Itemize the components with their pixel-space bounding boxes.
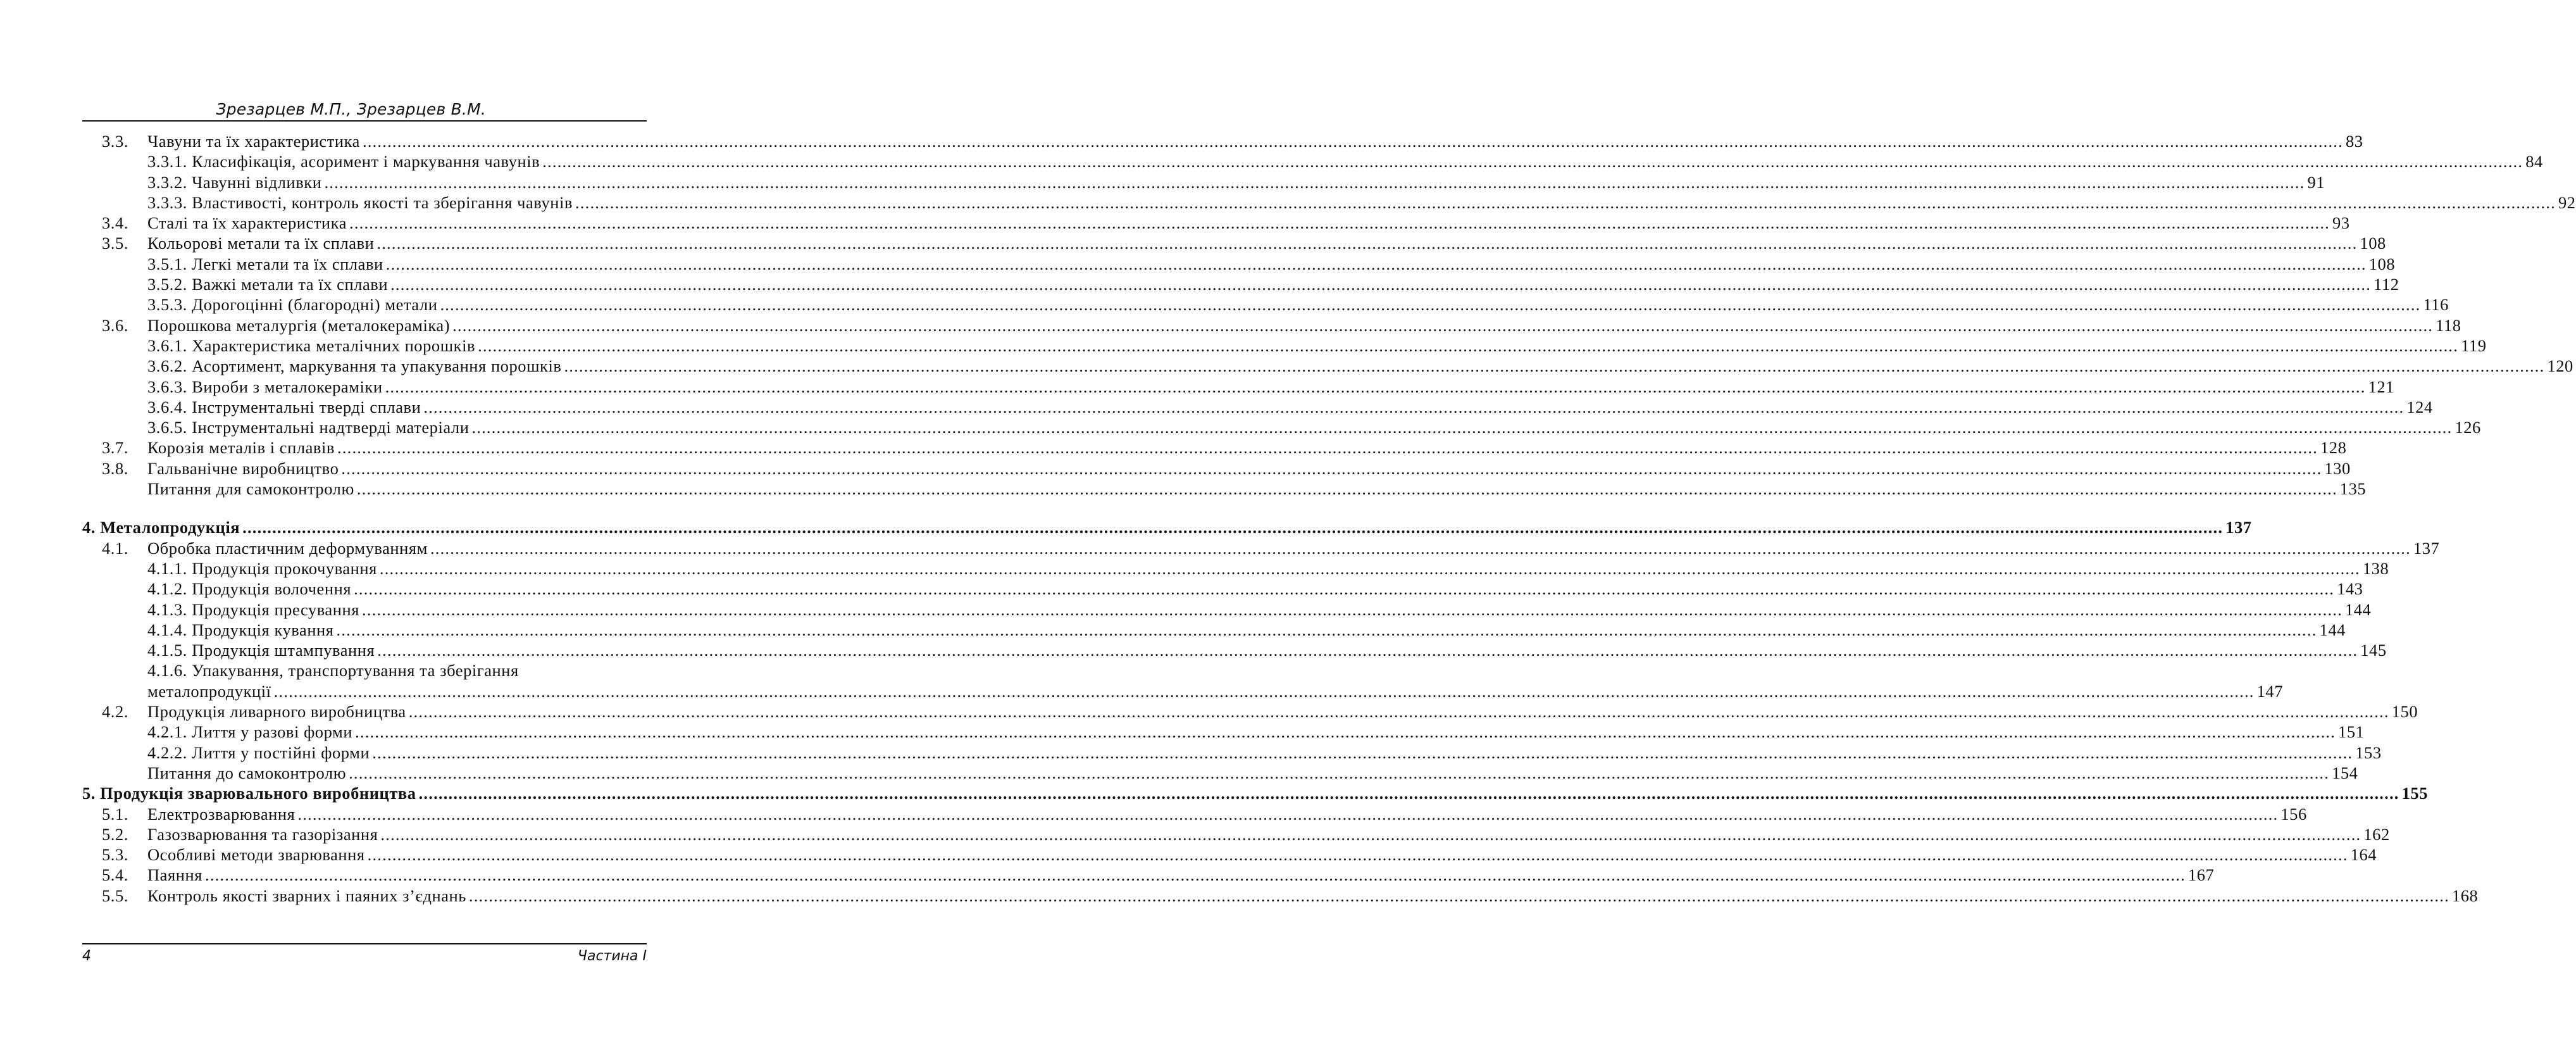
toc-entry-page: 144 <box>2319 620 2346 639</box>
toc-entry[interactable] <box>82 681 2283 701</box>
toc-entry-number: 5.3. <box>102 845 128 865</box>
toc-entry[interactable] <box>82 640 2387 660</box>
toc-dot-leader: ................................................................................................................................................................................................................................................................................................................................................................................................................ <box>372 743 2353 762</box>
page-footer <box>82 943 647 970</box>
toc-entry-number: 4.2. <box>102 702 128 722</box>
toc-entry-page: 91 <box>2307 172 2325 192</box>
toc-entry-title: Кольорові метали та їх сплави <box>147 234 375 253</box>
toc-dot-leader: ................................................................................................................................................................................................................................................................................................................................................................................................................ <box>354 579 2335 599</box>
toc-entry-title: Газозварювання та газорізання <box>147 824 378 844</box>
toc-entry[interactable] <box>82 538 2440 558</box>
toc-entry[interactable] <box>82 824 2390 844</box>
toc-dot-leader: ................................................................................................................................................................................................................................................................................................................................................................................................................ <box>349 213 2330 233</box>
toc-dot-leader: ................................................................................................................................................................................................................................................................................................................................................................................................................ <box>440 295 2421 315</box>
toc-entry-title: 4.1.6. Упакування, транспортування та зберігання <box>147 661 519 680</box>
toc-entry[interactable] <box>82 172 2325 192</box>
toc-entry-page: 144 <box>2344 599 2372 619</box>
toc-entry-page: 138 <box>2362 558 2389 578</box>
toc-entry-title: Електрозварювання <box>147 804 296 824</box>
toc-dot-leader: ................................................................................................................................................................................................................................................................................................................................................................................................................ <box>356 479 2337 499</box>
page-number: 4 <box>82 948 91 964</box>
toc-entry-page: 168 <box>2451 886 2479 905</box>
toc-entry[interactable] <box>82 437 2347 458</box>
toc-entry[interactable] <box>82 417 2481 437</box>
toc-entry-title: 3.6.5. Інструментальні надтверді матеріали <box>147 418 470 437</box>
toc-dot-leader: ................................................................................................................................................................................................................................................................................................................................................................................................................ <box>385 254 2367 273</box>
toc-entry-page: 145 <box>2360 641 2387 660</box>
toc-entry-title: 4.1.5. Продукція штампування <box>147 641 375 660</box>
toc-dot-leader: ................................................................................................................................................................................................................................................................................................................................................................................................................ <box>423 397 2405 417</box>
toc-entry-number: 3.6. <box>102 315 128 335</box>
toc-dot-leader: ................................................................................................................................................................................................................................................................................................................................................................................................................ <box>367 845 2348 865</box>
toc-dot-leader: ................................................................................................................................................................................................................................................................................................................................................................................................................ <box>468 886 2449 905</box>
toc-entry-number: 3.5. <box>102 234 128 253</box>
toc-entry-page: 108 <box>2368 254 2396 273</box>
toc-entry[interactable] <box>82 458 2351 479</box>
toc-entry-title: 3.6.1. Характеристика металічних порошків <box>147 335 476 355</box>
toc-entry-number: 5.5. <box>102 886 128 905</box>
toc-entry-title: Питання для самоконтролю <box>147 479 354 499</box>
toc-entry-title: 4. Металопродукція <box>82 518 240 537</box>
toc-entry-title: 3.5.3. Дорогоцінні (благородні) метали <box>147 295 438 315</box>
toc-entry-page: 130 <box>2324 458 2351 478</box>
toc-entry-page: 155 <box>2401 784 2429 803</box>
toc-dot-leader: ................................................................................................................................................................................................................................................................................................................................................................................................................ <box>341 458 2322 478</box>
toc-entry[interactable] <box>82 722 2365 742</box>
toc-entry-title: металопродукції <box>147 681 271 701</box>
toc-dot-leader: ................................................................................................................................................................................................................................................................................................................................................................................................................ <box>380 824 2361 844</box>
toc-entry-page: 112 <box>2374 275 2399 294</box>
toc-entry-number: 3.3. <box>102 132 128 151</box>
toc-entry-page: 137 <box>2413 538 2440 558</box>
toc-entry-page: 120 <box>2547 356 2573 376</box>
toc-dot-leader: ................................................................................................................................................................................................................................................................................................................................................................................................................ <box>452 315 2434 335</box>
toc-entry-title: Паяння <box>147 865 202 885</box>
part-label: Частина І <box>577 948 647 964</box>
toc-entry-page: 135 <box>2339 479 2367 499</box>
toc-entry-title: 3.3.1. Класифікація, асоримент і маркування чавунів <box>147 152 540 172</box>
toc-dot-leader: ................................................................................................................................................................................................................................................................................................................................................................................................................ <box>362 132 2343 151</box>
toc-entry-page: 143 <box>2337 579 2363 599</box>
toc-entry[interactable] <box>82 599 2372 620</box>
toc-entry-title: 3.6.3. Вироби з металокераміки <box>147 377 383 396</box>
toc-entry-page: 150 <box>2391 702 2418 722</box>
toc-entry-title: Гальванічне виробництво <box>147 458 339 478</box>
toc-entry[interactable] <box>82 579 2363 599</box>
toc-dot-leader: ................................................................................................................................................................................................................................................................................................................................................................................................................ <box>575 192 2556 212</box>
toc-chapter-entry[interactable] <box>82 783 2429 803</box>
toc-entry-title: 4.1.3. Продукція пресування <box>147 599 359 619</box>
toc-entry-title: Питання до самоконтролю <box>147 763 347 782</box>
toc-entry-page: 93 <box>2332 213 2350 233</box>
toc-entry[interactable] <box>82 479 2367 499</box>
toc-entry-title: 3.5.2. Важкі метали та їх сплави <box>147 275 389 294</box>
toc-entry-page: 126 <box>2455 418 2481 437</box>
toc-entry-number: 3.8. <box>102 458 128 478</box>
toc-dot-leader: ................................................................................................................................................................................................................................................................................................................................................................................................................ <box>564 356 2545 376</box>
toc-entry-title: 3.5.1. Легкі метали та їх сплави <box>147 254 383 273</box>
toc-entry-number: 3.7. <box>102 438 128 458</box>
toc-entry-title: Продукція ливарного виробництва <box>147 702 406 722</box>
page-header <box>82 94 647 122</box>
toc-entry[interactable] <box>82 763 2358 783</box>
toc-dot-leader: ................................................................................................................................................................................................................................................................................................................................................................................................................ <box>376 234 2358 253</box>
toc-entry[interactable] <box>82 397 2433 417</box>
toc-entry[interactable] <box>82 356 2573 376</box>
toc-entry-title: 4.1.2. Продукція волочення <box>147 579 352 599</box>
toc-dot-leader: ................................................................................................................................................................................................................................................................................................................................................................................................................ <box>379 558 2360 578</box>
toc-dot-leader: ................................................................................................................................................................................................................................................................................................................................................................................................................ <box>336 620 2317 639</box>
toc-entry[interactable] <box>82 660 647 680</box>
toc-entry-page: 147 <box>2256 681 2283 701</box>
toc-dot-leader: ................................................................................................................................................................................................................................................................................................................................................................................................................ <box>349 763 2330 782</box>
toc-dot-leader: ................................................................................................................................................................................................................................................................................................................................................................................................................ <box>355 722 2336 742</box>
toc-entry-title: 5. Продукція зварювального виробництва <box>82 784 416 803</box>
toc-entry[interactable] <box>82 743 2382 763</box>
toc-entry-page: 118 <box>2436 315 2461 335</box>
toc-entry-page: 151 <box>2338 722 2365 742</box>
toc-entry-title: 4.1.4. Продукція кування <box>147 620 334 639</box>
toc-entry-title: 4.2.1. Лиття у разові форми <box>147 722 353 742</box>
toc-dot-leader: ................................................................................................................................................................................................................................................................................................................................................................................................................ <box>385 377 2366 396</box>
toc-entry-page: 128 <box>2320 438 2347 458</box>
table-of-contents <box>82 131 2576 906</box>
toc-dot-leader: ................................................................................................................................................................................................................................................................................................................................................................................................................ <box>297 804 2279 824</box>
toc-entry-page: 92 <box>2558 192 2576 212</box>
toc-entry[interactable] <box>82 844 2377 865</box>
toc-entry-title: Обробка пластичним деформуванням <box>147 538 428 558</box>
toc-dot-leader: ................................................................................................................................................................................................................................................................................................................................................................................................................ <box>242 518 2224 537</box>
toc-dot-leader: ................................................................................................................................................................................................................................................................................................................................................................................................................ <box>471 418 2453 437</box>
toc-entry-page: 121 <box>2368 377 2394 396</box>
toc-entry[interactable] <box>82 620 2346 640</box>
toc-entry[interactable] <box>82 151 2543 172</box>
toc-entry[interactable] <box>82 254 2396 274</box>
toc-entry[interactable] <box>82 865 2215 885</box>
toc-entry[interactable] <box>82 377 2394 397</box>
toc-entry-title: 3.3.3. Властивості, контроль якості та зберігання чавунів <box>147 192 573 212</box>
toc-chapter-entry[interactable] <box>82 517 2252 537</box>
toc-entry-page: 119 <box>2461 335 2487 355</box>
toc-entry-title: 3.3.2. Чавунні відливки <box>147 172 322 192</box>
toc-entry-page: 137 <box>2225 518 2252 537</box>
toc-entry-title: Контроль якості зварних і паяних з’єднань <box>147 886 466 905</box>
toc-entry-title: 3.6.2. Асортимент, маркування та упакування порошків <box>147 356 562 376</box>
toc-entry-page: 108 <box>2360 234 2386 253</box>
running-header-authors: Зрезарцев М.П., Зрезарцев В.М. <box>216 100 486 118</box>
toc-entry[interactable] <box>82 233 2386 253</box>
toc-entry[interactable] <box>82 294 2449 315</box>
toc-entry[interactable] <box>82 315 2461 335</box>
toc-dot-leader: ................................................................................................................................................................................................................................................................................................................................................................................................................ <box>337 438 2318 458</box>
toc-dot-leader: ................................................................................................................................................................................................................................................................................................................................................................................................................ <box>408 702 2389 722</box>
toc-entry-page: 154 <box>2332 763 2358 782</box>
toc-dot-leader: ................................................................................................................................................................................................................................................................................................................................................................................................................ <box>377 641 2358 660</box>
toc-entry[interactable] <box>82 804 2307 824</box>
toc-entry[interactable] <box>82 335 2487 356</box>
toc-entry-number: 5.1. <box>102 804 128 824</box>
toc-dot-leader: ................................................................................................................................................................................................................................................................................................................................................................................................................ <box>542 152 2523 172</box>
toc-entry-page: 84 <box>2525 152 2543 172</box>
toc-dot-leader: ................................................................................................................................................................................................................................................................................................................................................................................................................ <box>430 538 2411 558</box>
toc-entry-page: 167 <box>2187 865 2215 885</box>
toc-dot-leader: ................................................................................................................................................................................................................................................................................................................................................................................................................ <box>273 681 2255 701</box>
toc-entry-title: 4.2.2. Лиття у постійні форми <box>147 743 370 762</box>
toc-entry-page: 156 <box>2280 804 2307 824</box>
toc-entry[interactable] <box>82 558 2389 579</box>
toc-entry-title: Чавуни та їх характеристика <box>147 132 360 151</box>
toc-entry-title: Порошкова металургія (металокераміка) <box>147 315 451 335</box>
toc-entry-title: Сталі та їх характеристика <box>147 213 347 233</box>
toc-entry-number: 3.4. <box>102 213 128 233</box>
toc-entry-number: 4.1. <box>102 538 128 558</box>
toc-dot-leader: ................................................................................................................................................................................................................................................................................................................................................................................................................ <box>324 172 2305 192</box>
toc-entry-number: 5.2. <box>102 824 128 844</box>
toc-entry[interactable] <box>82 213 2350 233</box>
toc-entry[interactable] <box>82 274 2399 294</box>
toc-dot-leader: ................................................................................................................................................................................................................................................................................................................................................................................................................ <box>390 275 2372 294</box>
toc-entry-page: 153 <box>2355 743 2382 762</box>
toc-entry[interactable] <box>82 701 2418 722</box>
toc-spacer <box>82 499 647 517</box>
toc-dot-leader: ................................................................................................................................................................................................................................................................................................................................................................................................................ <box>361 599 2343 619</box>
toc-entry-number: 5.4. <box>102 865 128 885</box>
toc-dot-leader: ................................................................................................................................................................................................................................................................................................................................................................................................................ <box>418 784 2399 803</box>
toc-entry-title: Особливі методи зварювання <box>147 845 365 865</box>
toc-entry[interactable] <box>82 192 2576 213</box>
toc-entry-page: 83 <box>2345 132 2363 151</box>
toc-entry-title: 3.6.4. Інструментальні тверді сплави <box>147 397 421 417</box>
toc-dot-leader: ................................................................................................................................................................................................................................................................................................................................................................................................................ <box>204 865 2186 885</box>
toc-entry-page: 164 <box>2350 845 2377 865</box>
toc-entry-title: Корозія металів і сплавів <box>147 438 335 458</box>
toc-dot-leader: ................................................................................................................................................................................................................................................................................................................................................................................................................ <box>478 335 2459 355</box>
toc-entry[interactable] <box>82 131 2363 151</box>
toc-entry-page: 162 <box>2363 824 2390 844</box>
toc-entry-page: 116 <box>2423 295 2449 315</box>
toc-entry-page: 124 <box>2406 397 2433 417</box>
toc-entry-title: 4.1.1. Продукція прокочування <box>147 558 377 578</box>
toc-entry[interactable] <box>82 886 2479 906</box>
